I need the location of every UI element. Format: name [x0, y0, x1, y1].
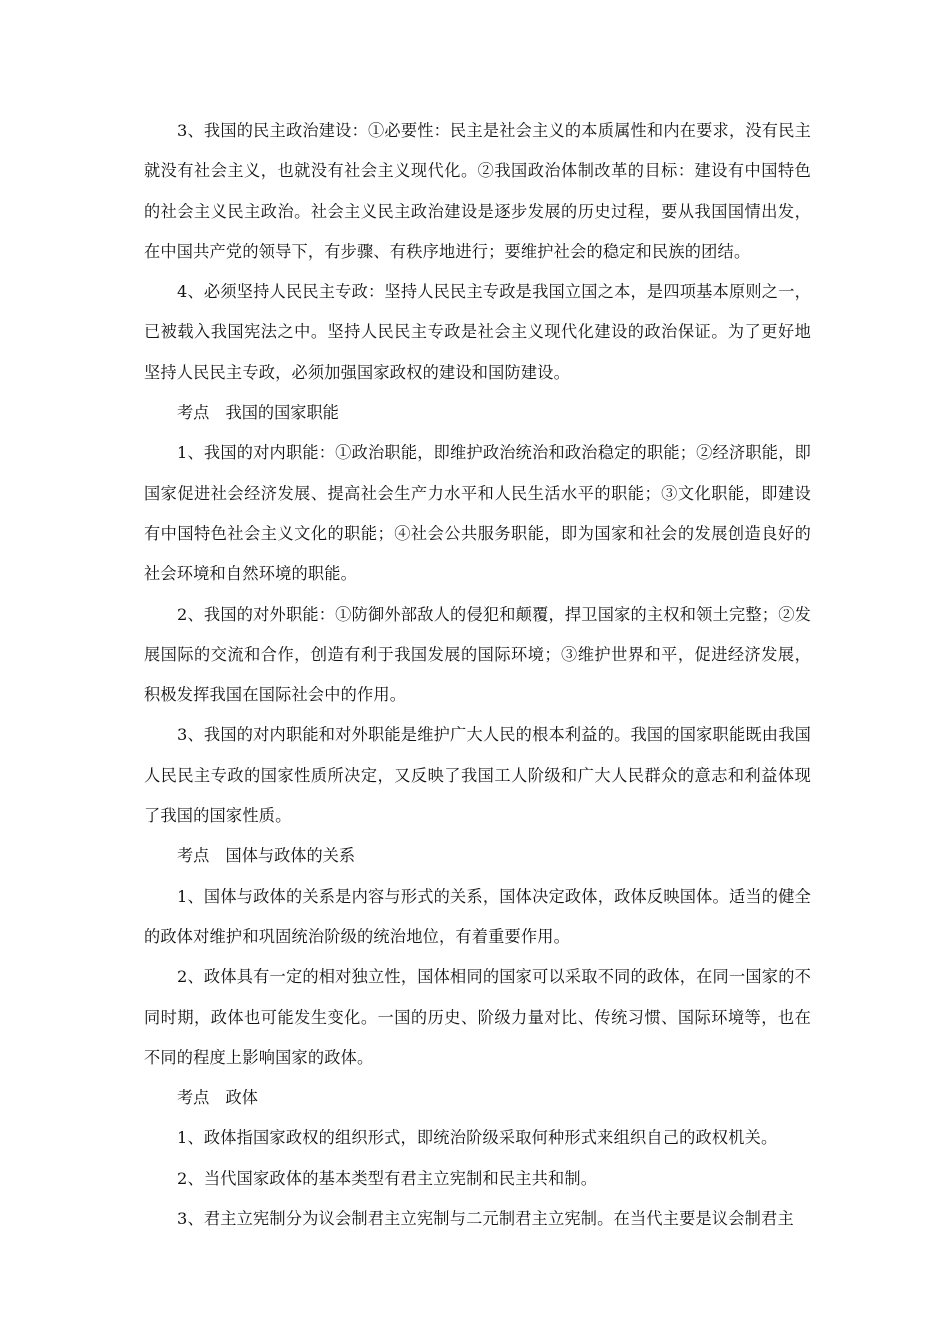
- paragraph-relative-independence: 2、政体具有一定的相对独立性，国体相同的国家可以采取不同的政体，在同一国家的不同时期，政体也可能发生变化。一国的历史、阶级力量对比、传统习惯、国际环境等，也在不同的程度上影响国家的政体。: [144, 967, 811, 1067]
- paragraph-government-definition: 1、政体指国家政权的组织形式，即统治阶级采取何种形式来组织自己的政权机关。: [177, 1128, 778, 1148]
- paragraph-democratic-politics: 3、我国的民主政治建设：①必要性：民主是社会主义的本质属性和内在要求，没有民主就没有社会主义，也就没有社会主义现代化。②我国政治体制改革的目标：建设有中国特色的社会主义民主政治。社会主义民主政治建设是逐步发展的历史过程，要从我国国情出发，在中国共产党的领导下，有步骤、有秩序地进行；要维护社会的稳定和民族的团结。: [144, 121, 811, 261]
- paragraph-external-functions: 2、我国的对外职能：①防御外部敌人的侵犯和颠覆，捍卫国家的主权和领土完整；②发展国际的交流和合作，创造有利于我国发展的国际环境；③维护世界和平，促进经济发展，积极发挥我国在国际社会中的作用。: [144, 604, 811, 705]
- section-heading-state-system-relation: 考点 国体与政体的关系: [177, 846, 356, 866]
- document-page: [144, 111, 811, 1239]
- paragraph-functions-relationship: 3、我国的对内职能和对外职能是维护广大人民的根本利益的。我国的国家职能既由我国人民民主专政的国家性质所决定，又反映了我国工人阶级和广大人民群众的意志和利益体现了我国的国家性质。: [144, 725, 811, 826]
- paragraph-government-types: 2、当代国家政体的基本类型有君主立宪制和民主共和制。: [177, 1168, 598, 1188]
- paragraph-constitutional-monarchy: 3、君主立宪制分为议会制君主立宪制与二元制君主立宪制。在当代主要是议会制君主: [177, 1209, 794, 1229]
- section-heading-state-functions: 考点 我国的国家职能: [177, 403, 339, 423]
- paragraph-internal-functions: 1、我国的对内职能：①政治职能，即维护政治统治和政治稳定的职能；②经济职能，即国家促进社会经济发展、提高社会生产力水平和人民生活水平的职能；③文化职能，即建设有中国特色社会主义文化的职能；④社会公共服务职能，即为国家和社会的发展创造良好的社会环境和自然环境的职能。: [144, 443, 811, 584]
- paragraph-peoples-democratic-dictatorship: 4、必须坚持人民民主专政：坚持人民民主专政是我国立国之本，是四项基本原则之一，已被载入我国宪法之中。坚持人民民主专政是社会主义现代化建设的政治保证。为了更好地坚持人民民主专政，必须加强国家政权的建设和国防建设。: [144, 282, 811, 382]
- section-heading-system-of-government: 考点 政体: [177, 1088, 258, 1108]
- paragraph-content-form-relation: 1、国体与政体的关系是内容与形式的关系，国体决定政体，政体反映国体。适当的健全的政体对维护和巩固统治阶级的统治地位，有着重要作用。: [144, 886, 811, 946]
